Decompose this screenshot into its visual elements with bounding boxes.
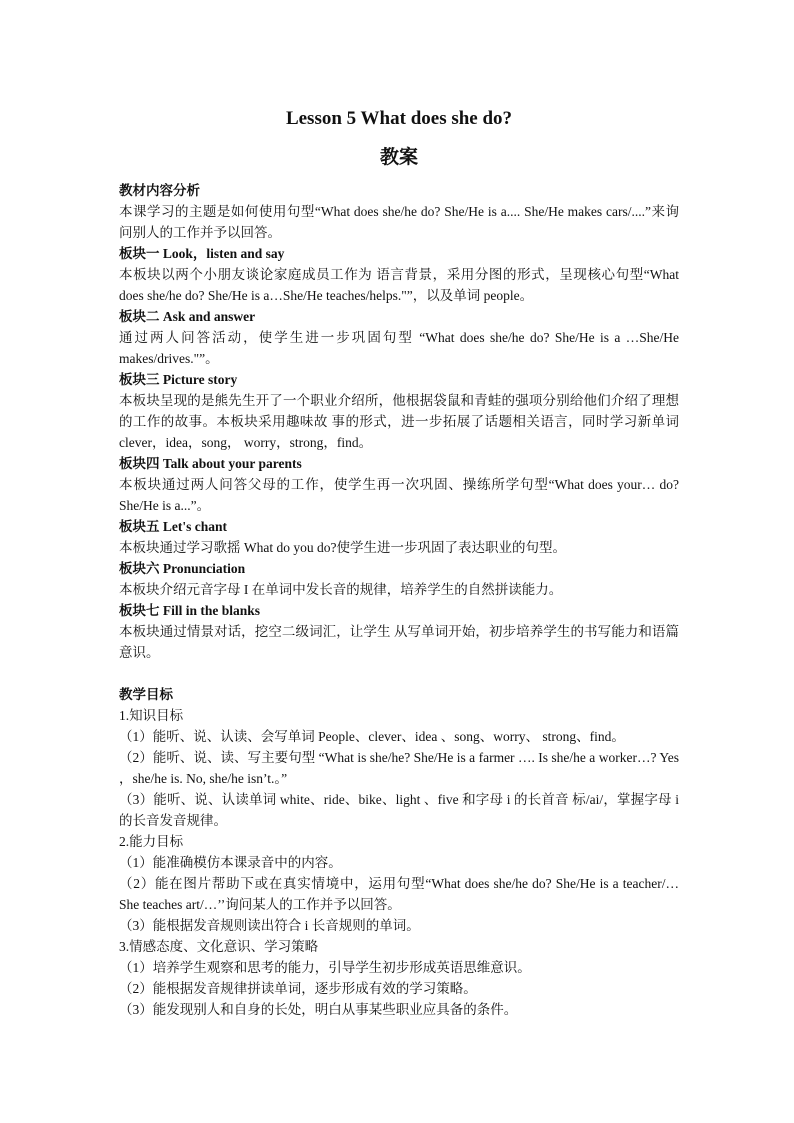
section-heading: 教学目标: [119, 687, 173, 702]
objective-item: （3）能发现别人和自身的长处，明白从事某些职业应具备的条件。: [119, 1002, 518, 1017]
objective-group-title: 3.情感态度、文化意识、学习策略: [119, 939, 319, 954]
objective-item: （1）培养学生观察和思考的能力，引导学生初步形成英语思维意识。: [119, 960, 531, 975]
content-analysis-section: [119, 180, 679, 663]
block-heading: 板块六 Pronunciation: [119, 561, 246, 576]
objective-item: （3）能根据发音规则读出符合 i 长音规则的单词。: [119, 918, 420, 933]
lesson-plan-page: [119, 100, 679, 1020]
objective-item: （3）能听、说、认读单词 white、ride、bike、light 、five 和字母 i 的长首音 标/ai/，掌握字母 i 的长音发音规律。: [119, 792, 679, 828]
block-text: 本板块通过学习歌摇 What do you do?使学生进一步巩固了表达职业的句型。: [119, 540, 566, 555]
block-heading: 板块五 Let's chant: [119, 519, 227, 534]
document-title: Lesson 5 What does she do?: [285, 108, 513, 129]
objective-group-title: 2.能力目标: [119, 834, 184, 849]
block-text: 本板块介绍元音字母 I 在单词中发长音的规律，培养学生的自然拼读能力。: [119, 582, 563, 597]
block-heading: 板块七 Fill in the blanks: [119, 603, 261, 618]
document-subtitle: 教案: [379, 146, 418, 168]
block-heading: 板块三 Picture story: [119, 372, 238, 387]
objective-group-title: 1.知识目标: [119, 708, 184, 723]
block-text: 通过两人问答活动，使学生进一步巩固句型 “What does she/he do? She/He is a …She/He makes/drives."”。: [119, 330, 679, 366]
block-text: 本板块以两个小朋友谈论家庭成员工作为 语言背景，采用分图的形式，呈现核心句型“What does she/he do? She/He is a…She/He teaches/helps."”，以及单词 people。: [119, 267, 679, 303]
block-heading: 板块二 Ask and answer: [119, 309, 256, 324]
objective-item: （2）能根据发音规律拼读单词，逐步形成有效的学习策略。: [119, 981, 477, 996]
block-text: 本板块通过两人问答父母的工作，使学生再一次巩固、操练所学句型“What does your… do? She/He is a...”。: [119, 477, 679, 513]
objective-item: （2）能听、说、读、写主要句型 “What is she/he? She/He is a farmer …. Is she/he a worker…? Yes ，she/he is. No, she/he isn’t.。”: [119, 750, 679, 786]
block-text: 本板块呈现的是熊先生开了一个职业介绍所，他根据袋鼠和青蛙的强项分别给他们介绍了理想的工作的故事。本板块采用趣味故 事的形式，进一步拓展了话题相关语言，同时学习新单词 clever，idea，song， worry，strong，find。: [119, 393, 679, 450]
section-intro: 本课学习的主题是如何使用句型“What does she/he do? She/He is a.... She/He makes cars/....”来询问别人的工作并予以回答。: [119, 204, 679, 240]
block-heading: 板块一 Look，listen and say: [119, 246, 285, 261]
objective-item: （1）能听、说、认读、会写单词 People、clever、idea 、song、worry、 strong、find。: [119, 729, 625, 744]
teaching-objectives-section: [119, 684, 679, 1020]
section-heading: 教材内容分析: [119, 183, 200, 198]
objective-item: （2）能在图片帮助下或在真实情境中，运用句型“What does she/he do? She/He is a teacher/… She teaches art/…’’询问某人的工作并予以回答。: [119, 876, 679, 912]
objective-item: （1）能准确模仿本课录音中的内容。: [119, 855, 342, 870]
block-heading: 板块四 Talk about your parents: [119, 456, 302, 471]
block-text: 本板块通过情景对话，挖空二级词汇，让学生 从写单词开始，初步培养学生的书写能力和语篇意识。: [119, 624, 679, 660]
spacer: [119, 663, 679, 684]
